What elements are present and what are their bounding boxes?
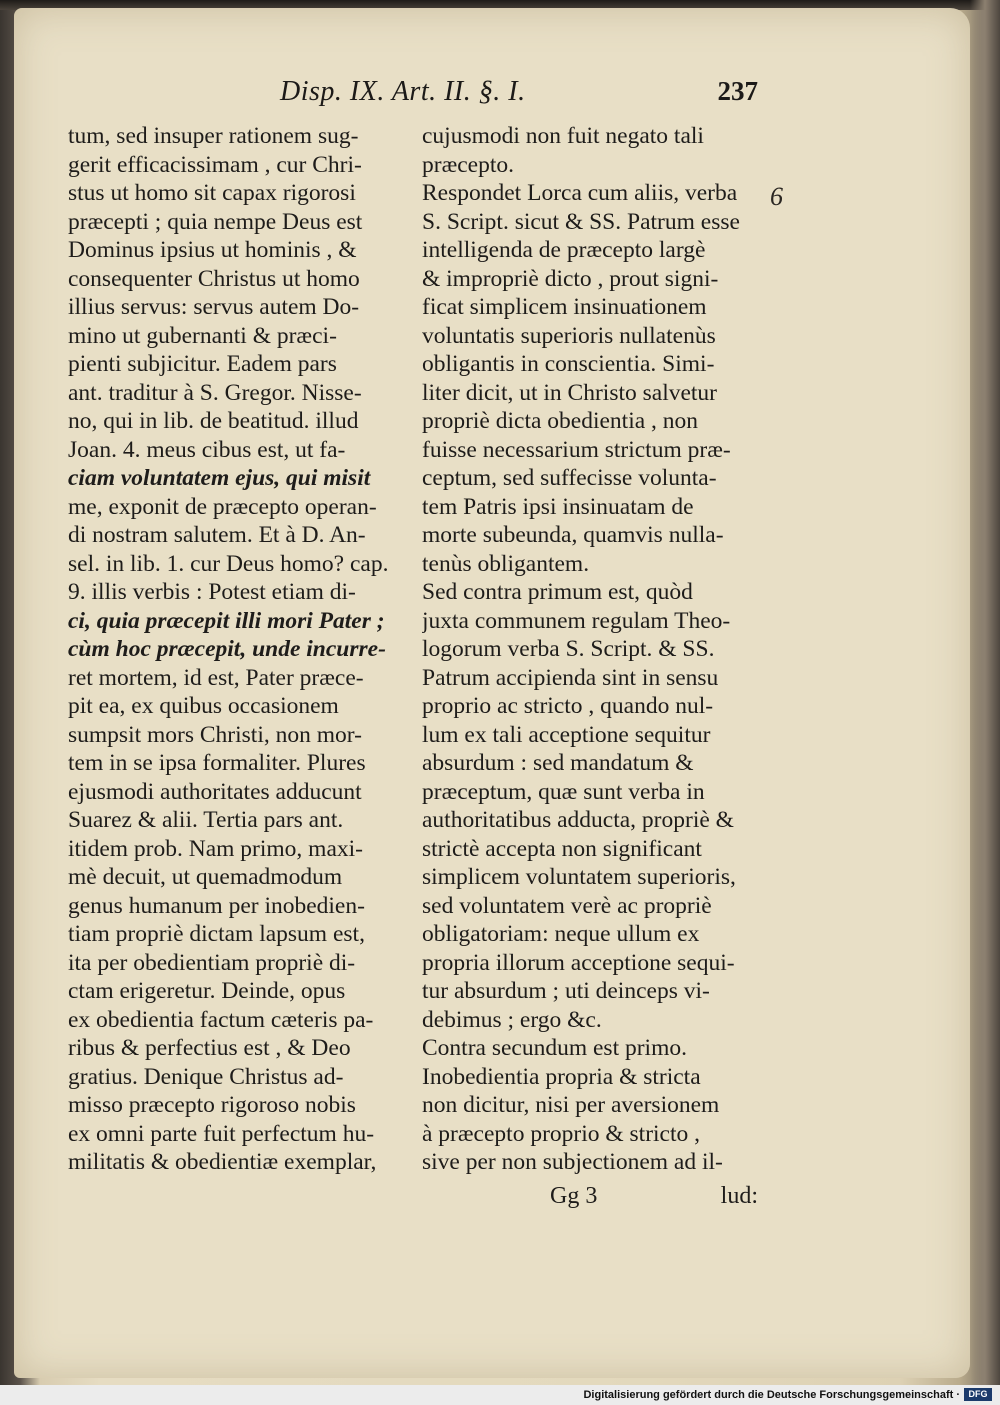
funding-credit: Digitalisierung gefördert durch die Deutsche Forschungsgemeinschaft · xyxy=(583,1389,960,1401)
text-line: lum ex tali acceptione sequitur xyxy=(422,721,711,748)
text-line: strictè accepta non significant xyxy=(422,835,702,862)
text-line: obligatoriam: neque ullum ex xyxy=(422,921,700,947)
text-line: juxta communem regulam Theo- xyxy=(422,607,731,634)
text-line: proprio ac stricto , quando nul- xyxy=(422,693,714,719)
text-line: 9. illis verbis : Potest etiam di- xyxy=(68,579,356,605)
text-line: genus humanum per inobedien- xyxy=(68,892,365,919)
text-line: misso præcepto rigoroso nobis xyxy=(68,1092,356,1118)
running-head: Disp. IX. Art. II. §. I. xyxy=(280,76,526,107)
text-line: stus ut homo sit capax rigorosi xyxy=(68,180,356,206)
text-line: debimus ; ergo &c. xyxy=(422,1006,602,1033)
dfg-logo-icon: DFG xyxy=(964,1388,992,1401)
text-line: sumpsit mors Christi, non mor- xyxy=(68,721,362,748)
text-line: illius servus: servus autem Do- xyxy=(68,294,360,320)
text-line: di nostram salutem. Et à D. An- xyxy=(68,522,366,548)
text-line: logorum verba S. Script. & SS. xyxy=(422,636,715,662)
text-line: tur absurdum ; uti deinceps vi- xyxy=(422,978,710,1004)
page-number: 237 xyxy=(717,76,758,106)
text-line: ficat simplicem insinuationem xyxy=(422,294,707,320)
text-line: simplicem voluntatem superioris, xyxy=(422,864,736,890)
text-line: ex obedientia factum cæteris pa- xyxy=(68,1006,374,1033)
text-line: propria illorum acceptione sequi- xyxy=(422,949,735,976)
text-line: Contra secundum est primo. xyxy=(422,1035,687,1061)
text-line: obligantis in conscientia. Simi- xyxy=(422,351,715,377)
text-line: voluntatis superioris nullatenùs xyxy=(422,322,716,349)
text-line: præcepti ; quia nempe Deus est xyxy=(68,208,363,235)
text-line: ciam voluntatem ejus, qui misit xyxy=(68,465,371,491)
text-line: ex omni parte fuit perfectum hu- xyxy=(68,1120,375,1147)
text-line: ribus & perfectius est , & Deo xyxy=(68,1035,351,1061)
page-header xyxy=(280,76,770,116)
book-fore-edge xyxy=(970,0,1000,1385)
text-line: præcepto. xyxy=(422,151,515,178)
text-line: ant. traditur à S. Gregor. Nisse- xyxy=(68,379,362,406)
text-line: sive per non subjectionem ad il- xyxy=(422,1149,723,1175)
text-line: præceptum, quæ sunt verba in xyxy=(422,778,705,805)
text-line: sel. in lib. 1. cur Deus homo? cap. xyxy=(68,550,389,577)
text-line: mè decuit, ut quemadmodum xyxy=(68,864,343,890)
text-line: militatis & obedientiæ exemplar, xyxy=(68,1149,377,1175)
text-line: no, qui in lib. de beatitud. illud xyxy=(68,408,359,434)
text-line: Inobedientia propria & stricta xyxy=(422,1063,701,1090)
text-line: sed voluntatem verè ac propriè xyxy=(422,892,712,919)
text-line: itidem prob. Nam primo, maxi- xyxy=(68,835,364,862)
text-line: ctam erigeretur. Deinde, opus xyxy=(68,978,346,1004)
text-line: pienti subjicitur. Eadem pars xyxy=(68,351,337,377)
text-line: intelligenda de præcepto largè xyxy=(422,237,706,263)
text-line: cùm hoc præcepit, unde incurre- xyxy=(68,636,386,662)
text-line: tem in se ipsa formaliter. Plures xyxy=(68,750,366,776)
text-line: tenùs obligantem. xyxy=(422,550,590,577)
text-line: propriè dicta obedientia , non xyxy=(422,408,699,434)
text-line: morte subeunda, quamvis nulla- xyxy=(422,522,724,548)
text-line: Joan. 4. meus cibus est, ut fa- xyxy=(68,436,346,463)
catchword: lud: xyxy=(720,1183,758,1209)
text-line: & impropriè dicto , prout signi- xyxy=(422,265,719,292)
text-line: S. Script. sicut & SS. Patrum esse xyxy=(422,208,740,235)
margin-number: 6 xyxy=(770,182,783,211)
text-line: tum, sed insuper rationem sug- xyxy=(68,123,359,149)
text-line: gratius. Denique Christus ad- xyxy=(68,1063,344,1090)
text-line: mino ut gubernanti & præci- xyxy=(68,322,337,349)
text-line: tiam propriè dictam lapsum est, xyxy=(68,921,365,947)
text-line: à præcepto proprio & stricto , xyxy=(422,1120,701,1147)
text-line: Sed contra primum est, quòd xyxy=(422,579,693,605)
right-text-column xyxy=(422,122,764,1177)
text-line: Patrum accipienda sint in sensu xyxy=(422,664,719,691)
text-line: authoritatibus adducta, propriè & xyxy=(422,807,734,833)
text-line: non dicitur, nisi per aversionem xyxy=(422,1092,720,1118)
text-line: Dominus ipsius ut hominis , & xyxy=(68,237,357,263)
text-line: me, exponit de præcepto operan- xyxy=(68,493,377,520)
text-line: Respondet Lorca cum aliis, verba xyxy=(422,180,738,206)
signature-mark: Gg 3 xyxy=(550,1183,598,1209)
text-line: ejusmodi authoritates adducunt xyxy=(68,778,362,805)
text-line: Suarez & alii. Tertia pars ant. xyxy=(68,807,344,833)
text-line: consequenter Christus ut homo xyxy=(68,265,360,292)
text-line: tem Patris ipsi insinuatam de xyxy=(422,493,694,520)
text-line: ci, quia præcepit illi mori Pater ; xyxy=(68,607,385,634)
text-line: pit ea, ex quibus occasionem xyxy=(68,693,339,719)
page-footer xyxy=(422,1183,764,1213)
text-line: gerit efficacissimam , cur Chri- xyxy=(68,151,362,178)
credit-bar xyxy=(0,1385,1000,1405)
text-line: fuisse necessarium strictum præ- xyxy=(422,436,731,463)
text-line: ita per obedientiam propriè di- xyxy=(68,949,356,976)
text-line: cujusmodi non fuit negato tali xyxy=(422,123,704,149)
left-text-column xyxy=(68,122,410,1177)
text-line: ret mortem, id est, Pater præce- xyxy=(68,664,364,691)
text-line: absurdum : sed mandatum & xyxy=(422,750,694,776)
text-line: liter dicit, ut in Christo salvetur xyxy=(422,379,718,406)
text-line: ceptum, sed suffecisse volunta- xyxy=(422,465,717,491)
